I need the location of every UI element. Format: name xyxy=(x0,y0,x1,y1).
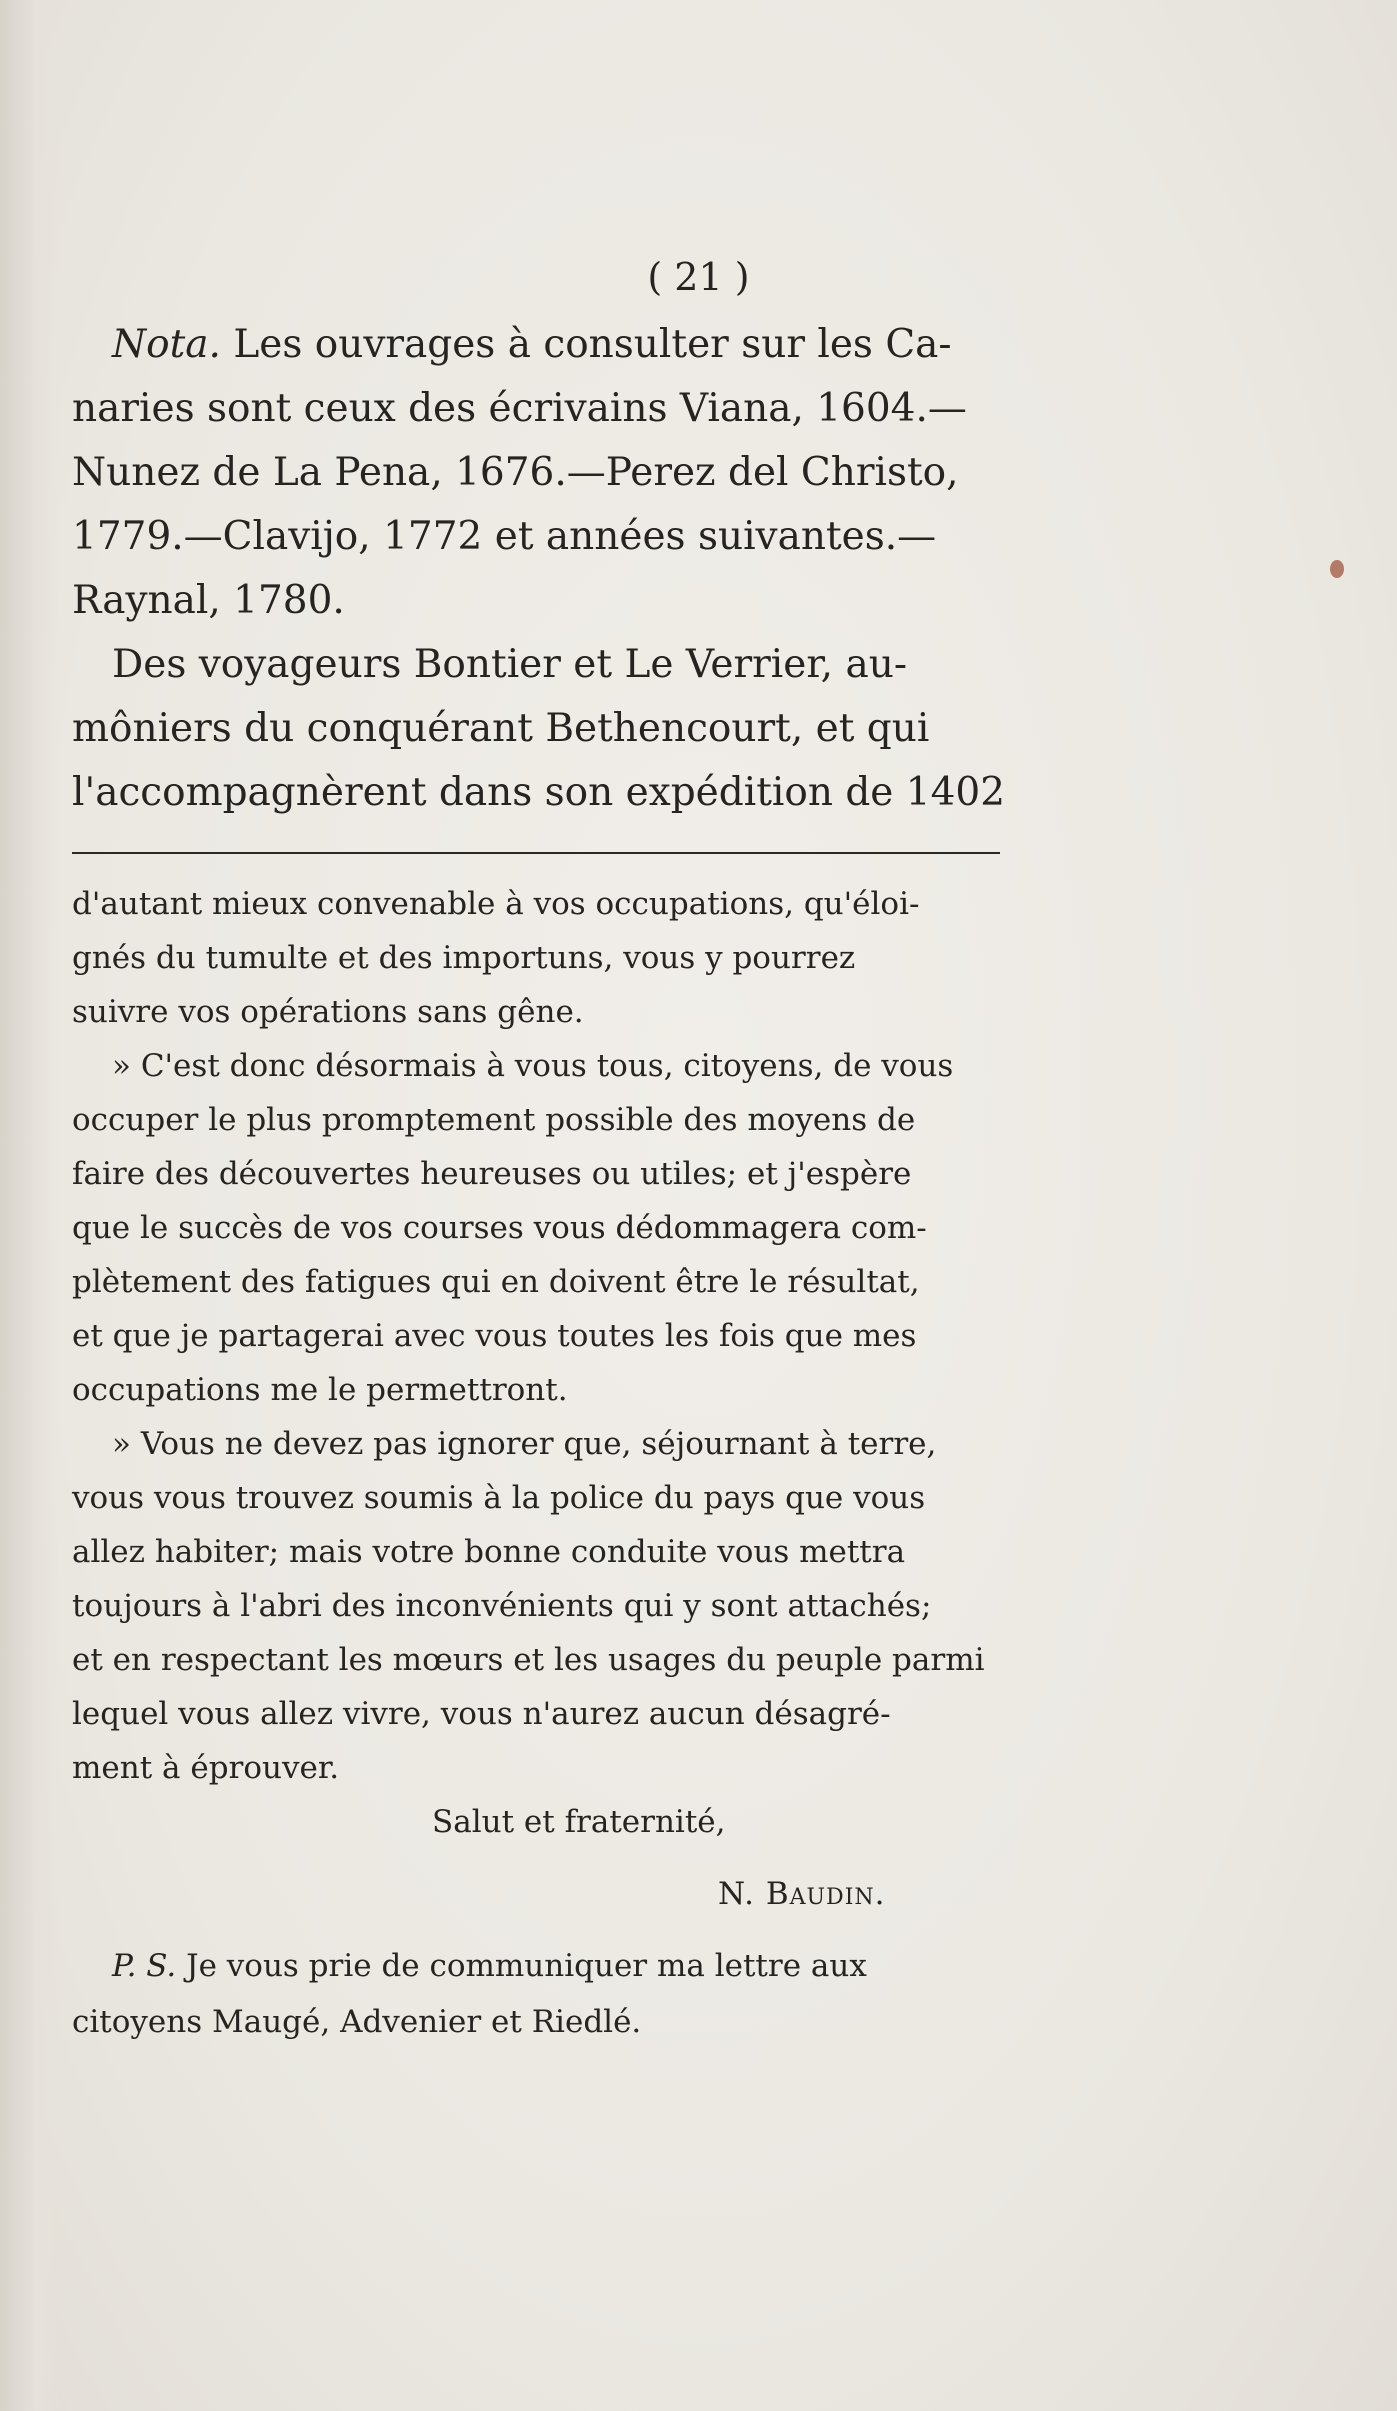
nota-line: naries sont ceux des écrivains Viana, 1604.— xyxy=(72,386,967,431)
letter-line: et en respectant les mœurs et les usages du peuple parmi xyxy=(72,1642,985,1678)
postscript-line: citoyens Maugé, Advenier et Riedlé. xyxy=(72,2004,642,2040)
postscript-lead: P. S. xyxy=(112,1948,177,1984)
nota-line: Nunez de La Pena, 1676.—Perez del Christo, xyxy=(72,450,959,495)
nota-line: Nota. Les ouvrages à consulter sur les Ca- xyxy=(112,322,952,367)
nota-line: Des voyageurs Bontier et Le Verrier, au- xyxy=(112,642,908,687)
letter-line: occupations me le permettront. xyxy=(72,1372,568,1408)
letter-line: que le succès de vos courses vous dédommagera com- xyxy=(72,1210,927,1246)
closing-salutation: Salut et fraternité, xyxy=(432,1804,726,1840)
letter-line: suivre vos opérations sans gêne. xyxy=(72,994,584,1030)
nota-line: môniers du conquérant Bethencourt, et qui xyxy=(72,706,930,751)
nota-lead: Nota. xyxy=(112,322,221,367)
letter-line: ment à éprouver. xyxy=(72,1750,340,1786)
letter-line: vous vous trouvez soumis à la police du pays que vous xyxy=(72,1480,926,1516)
letter-line: et que je partagerai avec vous toutes les fois que mes xyxy=(72,1318,917,1354)
page-fold-shadow xyxy=(0,0,60,2411)
letter-line: gnés du tumulte et des importuns, vous y pourrez xyxy=(72,940,856,976)
letter-line: toujours à l'abri des inconvénients qui y sont attachés; xyxy=(72,1588,932,1624)
letter-line: faire des découvertes heureuses ou utiles; et j'espère xyxy=(72,1156,912,1192)
nota-line: l'accompagnèrent dans son expédition de 1402 xyxy=(72,770,1006,815)
letter-line: allez habiter; mais votre bonne conduite vous mettra xyxy=(72,1534,906,1570)
letter-line: lequel vous allez vivre, vous n'aurez aucun désagré- xyxy=(72,1696,891,1732)
section-divider xyxy=(72,852,1000,854)
letter-line: occuper le plus promptement possible des moyens de xyxy=(72,1102,916,1138)
ink-spot xyxy=(1330,560,1344,578)
signature: N. Baudin. xyxy=(718,1876,886,1912)
letter-line: plètement des fatigues qui en doivent être le résultat, xyxy=(72,1264,920,1300)
page-number: ( 21 ) xyxy=(647,255,750,299)
nota-line: Raynal, 1780. xyxy=(72,578,345,623)
postscript-line: P. S. Je vous prie de communiquer ma lettre aux xyxy=(112,1948,867,1984)
nota-line: 1779.—Clavijo, 1772 et années suivantes.— xyxy=(72,514,937,559)
letter-line: » Vous ne devez pas ignorer que, séjournant à terre, xyxy=(112,1426,937,1462)
letter-line: d'autant mieux convenable à vos occupations, qu'éloi- xyxy=(72,886,920,922)
letter-line: » C'est donc désormais à vous tous, citoyens, de vous xyxy=(112,1048,954,1084)
